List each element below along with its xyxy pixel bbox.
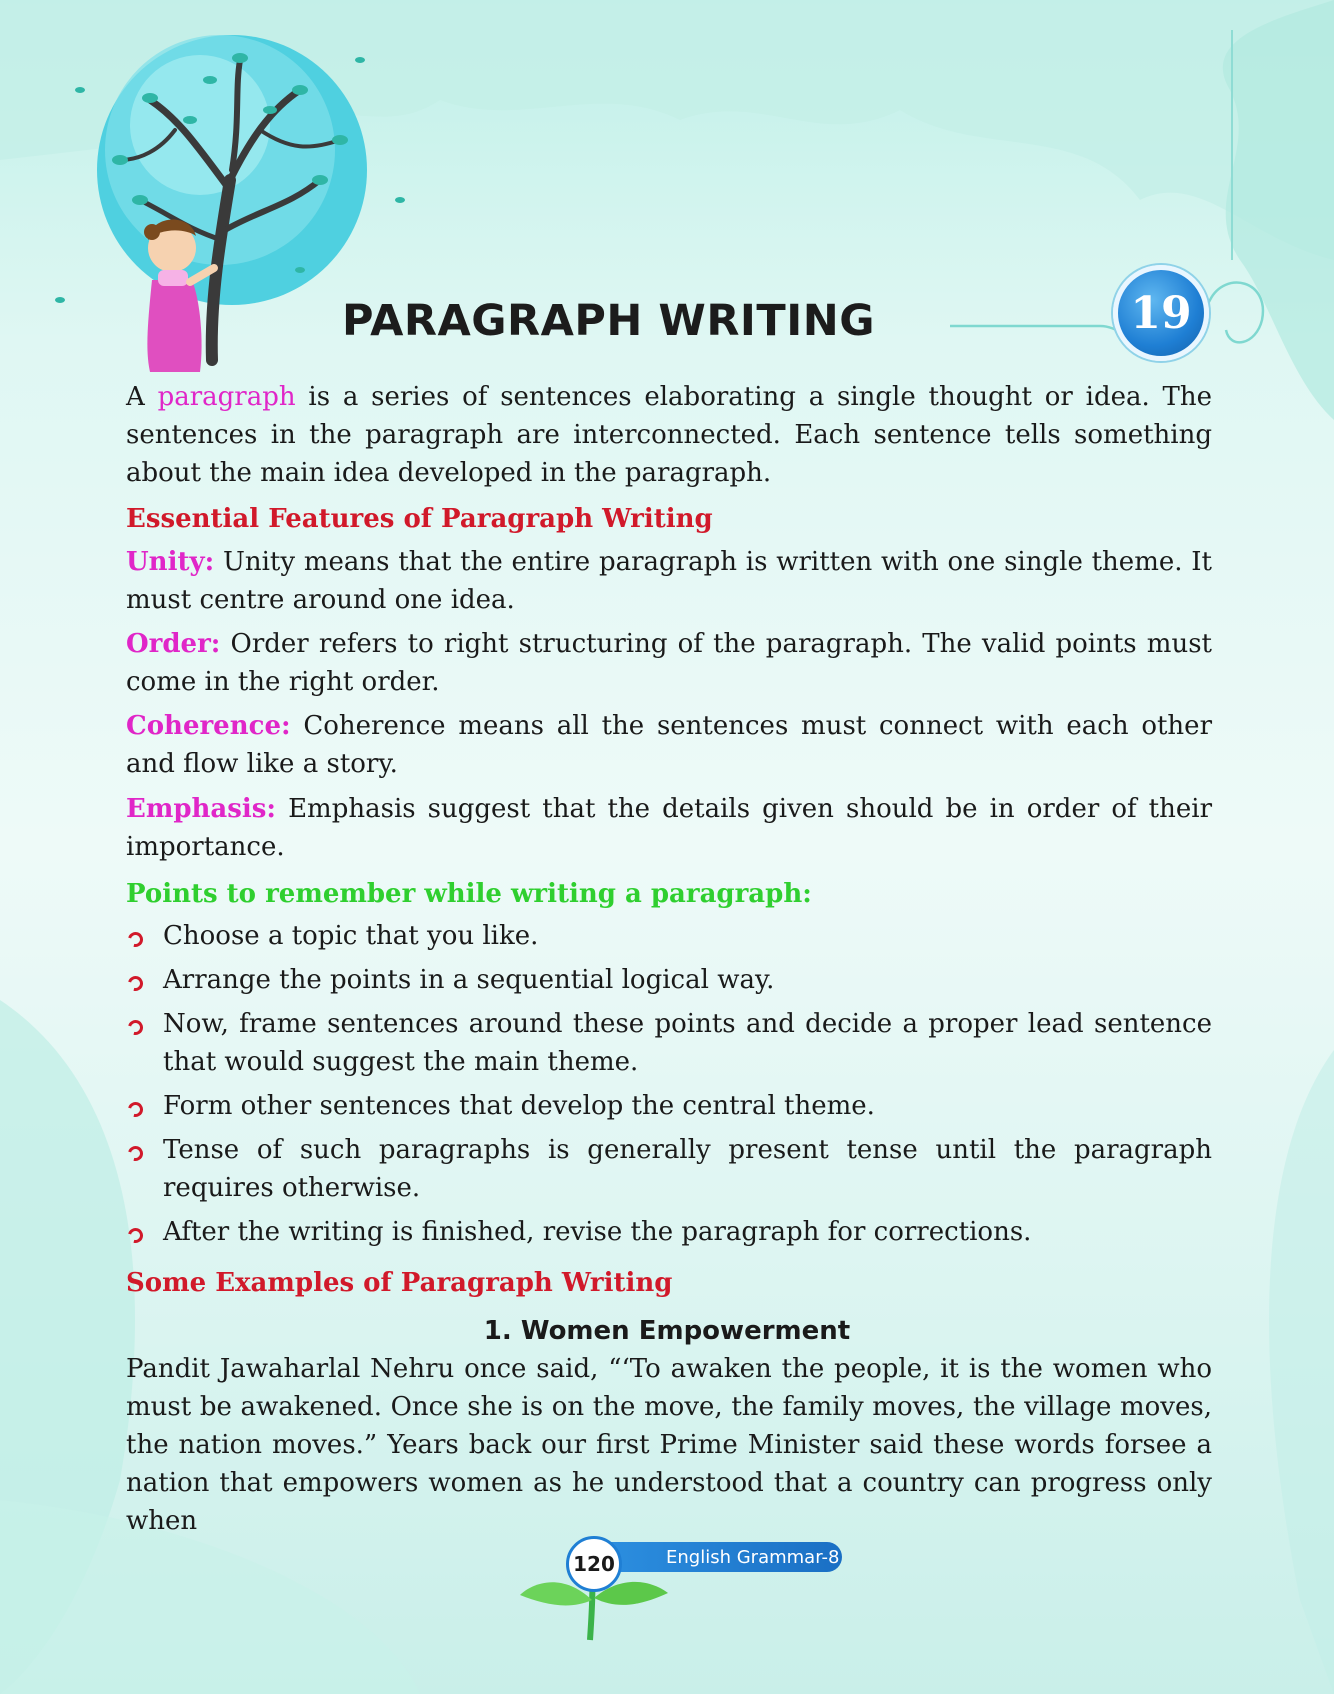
points-heading: Points to remember while writing a paragraph:	[126, 879, 812, 909]
feature-text: Unity means that the entire paragraph is written with one single theme. It must centre around one idea.	[126, 547, 1212, 615]
feature-term: Emphasis:	[126, 794, 277, 824]
feature-text: Emphasis suggest that the details given should be in order of their importance.	[126, 794, 1212, 862]
example-paragraph: Pandit Jawaharlal Nehru once said, “‘To awaken the people, it is the women who must be awakened. Once she is on the move, the family moves, the village moves, the nation moves.” Years back our first Prime Minister said these words forsee a nation that empowers women as he understood that a country can progress only when	[126, 1354, 1212, 1536]
feature-emphasis	[126, 790, 1212, 866]
feature-text: Order refers to right structuring of the paragraph. The valid points must come in the right order.	[126, 629, 1212, 697]
list-item-text: Choose a topic that you like.	[163, 921, 539, 951]
list-item-text: Arrange the points in a sequential logical way.	[163, 965, 775, 995]
chapter-number-badge: 19	[1113, 265, 1209, 361]
list-item-text: After the writing is finished, revise the paragraph for corrections.	[163, 1217, 1032, 1247]
page-title: PARAGRAPH WRITING	[342, 296, 876, 346]
list-item	[126, 1131, 1212, 1207]
bullet-icon	[125, 1143, 145, 1163]
list-item	[126, 1213, 1212, 1251]
feature-order	[126, 625, 1212, 701]
intro-highlight: paragraph	[157, 382, 296, 412]
examples-heading: Some Examples of Paragraph Writing	[126, 1268, 673, 1298]
bullet-icon	[125, 929, 145, 949]
feature-term: Coherence:	[126, 711, 291, 741]
footer-book-title: English Grammar-8	[600, 1542, 842, 1572]
bullet-icon	[125, 973, 145, 993]
feature-coherence	[126, 707, 1212, 783]
features-heading: Essential Features of Paragraph Writing	[126, 504, 713, 534]
bullet-icon	[125, 1225, 145, 1245]
intro-paragraph	[126, 378, 1212, 492]
example-title: 1. Women Empowerment	[483, 1316, 851, 1346]
intro-text: is a series of sentences elaborating a single thought or idea. The sentences in the paragraph are interconnected. Each sentence tells something about the main idea developed in the paragraph.	[126, 382, 1213, 488]
points-list	[126, 917, 1212, 1251]
list-item	[126, 961, 1212, 999]
bullet-icon	[125, 1099, 145, 1119]
list-item-text: Now, frame sentences around these points and decide a proper lead sentence that would suggest the main theme.	[163, 1009, 1212, 1077]
list-item-text: Tense of such paragraphs is generally present tense until the paragraph requires otherwise.	[163, 1135, 1212, 1203]
list-item-text: Form other sentences that develop the central theme.	[163, 1091, 875, 1121]
feature-text: Coherence means all the sentences must connect with each other and flow like a story.	[126, 711, 1212, 779]
page-number: 120	[566, 1536, 622, 1592]
points-list-wrapper	[126, 917, 1212, 1257]
feature-term: Order:	[126, 629, 221, 659]
list-item	[126, 1005, 1212, 1081]
feature-unity	[126, 543, 1212, 619]
feature-term: Unity:	[126, 547, 215, 577]
intro-word: A	[126, 382, 145, 412]
list-item	[126, 1087, 1212, 1125]
list-item	[126, 917, 1212, 955]
bullet-icon	[125, 1017, 145, 1037]
